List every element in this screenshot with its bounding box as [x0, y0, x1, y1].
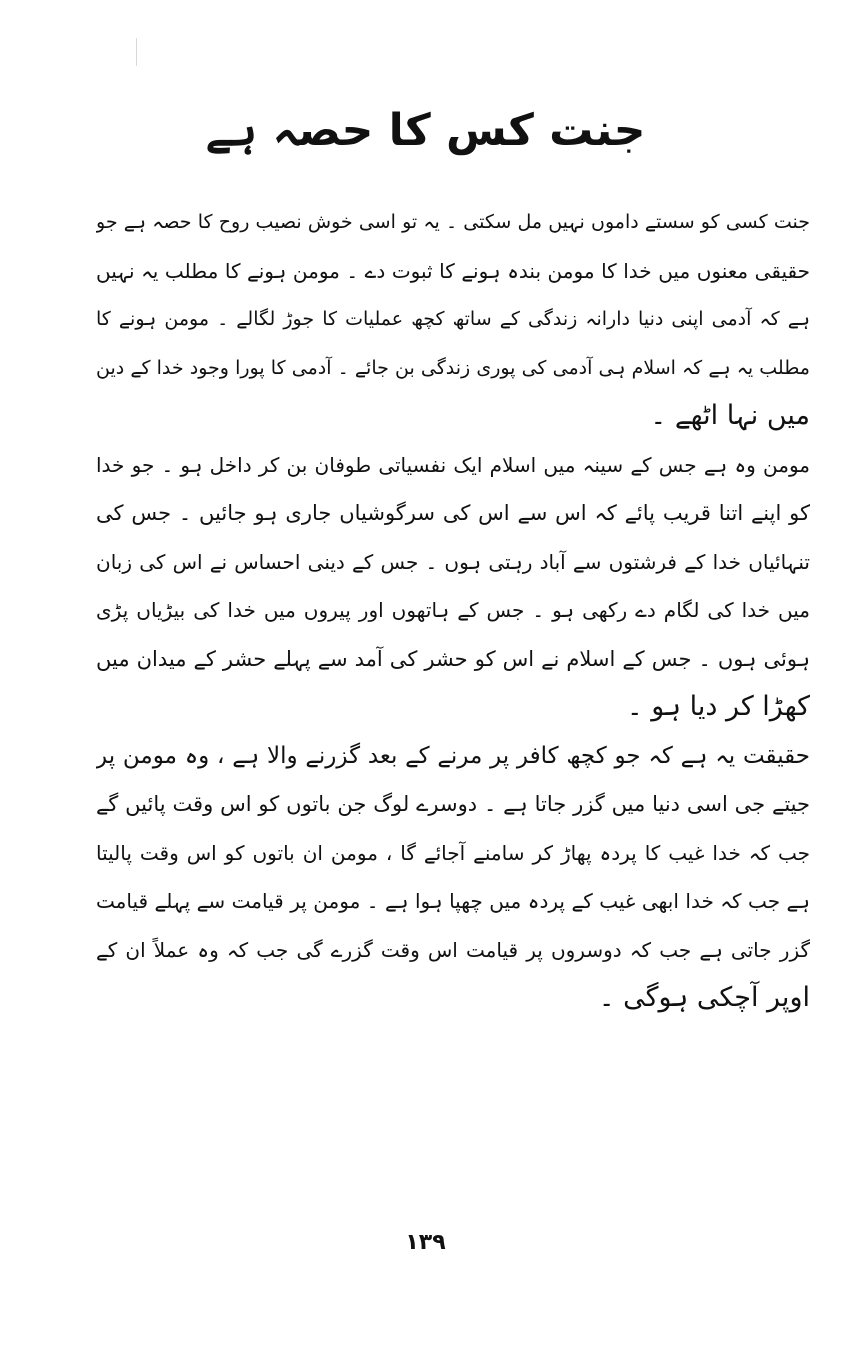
text-line: حقیقی معنوں میں خدا کا مومن بندہ ہونے کا ثبوت دے ۔ مومن ہونے کا مطلب یہ نہیں [96, 258, 810, 283]
text-line: حقیقت یہ ہے کہ جو کچھ کافر پر مرنے کے بعد گزرنے والا ہے ، وہ مومن پر [96, 742, 810, 769]
scan-margin-mark [136, 38, 137, 66]
paragraph [96, 732, 810, 1023]
text-line: گزر جاتی ہے جب کہ دوسروں پر قیامت اس وقت گزرے گی جب کہ وہ عملاً ان کے [96, 937, 810, 962]
text-line: ہوئی ہوں ۔ جس کے اسلام نے اس کو حشر کی آمد سے پہلے حشر کے میدان میں [96, 646, 810, 671]
text-line: ہے کہ آدمی اپنی دنیا دارانہ زندگی کے ساتھ کچھ عملیات کا جوڑ لگالے ۔ مومن ہونے کا [96, 308, 810, 330]
page-number: ۱۳۹ [405, 1230, 446, 1255]
text-line: ہے جب کہ خدا ابھی غیب کے پردہ میں چھپا ہوا ہے ۔ مومن پر قیامت سے پہلے قیامت [96, 889, 810, 913]
chapter-title: جنت کس کا حصہ ہے [205, 105, 646, 156]
text-line: جیتے جی اسی دنیا میں گزر جاتا ہے ۔ دوسرے لوگ جن باتوں کو اس وقت پائیں گے [96, 792, 810, 816]
text-line: اوپر آچکی ہوگی ۔ [598, 982, 810, 1013]
paragraph [96, 441, 810, 732]
text-line: کو اپنے اتنا قریب پائے کہ اس سے اس کی سرگوشیاں جاری ہو جائیں ۔ جس کی [96, 501, 810, 525]
text-line: تنہائیاں خدا کے فرشتوں سے آباد رہتی ہوں ۔ جس کے دینی احساس نے اس کی زبان [96, 549, 810, 574]
text-line: مطلب یہ ہے کہ اسلام ہی آدمی کی پوری زندگی بن جائے ۔ آدمی کا پورا وجود خدا کے دین [96, 356, 810, 379]
text-line: مومن وہ ہے جس کے سینہ میں اسلام ایک نفسیاتی طوفان بن کر داخل ہو ۔ جو خدا [96, 452, 810, 477]
text-line: میں خدا کی لگام دے رکھی ہو ۔ جس کے ہاتھوں اور پیروں میں خدا کی بیڑیاں پڑی [96, 598, 810, 622]
text-line: کھڑا کر دیا ہو ۔ [626, 691, 810, 722]
paragraph [96, 198, 810, 441]
text-line: جب کہ خدا غیب کا پردہ پھاڑ کر سامنے آجائے گا ، مومن ان باتوں کو اس وقت پالیتا [96, 840, 810, 865]
body-text [96, 198, 810, 1023]
text-line: جنت کسی کو سستے داموں نہیں مل سکتی ۔ یہ تو اسی خوش نصیب روح کا حصہ ہے جو [96, 211, 810, 233]
text-line: میں نہا اٹھے ۔ [650, 400, 810, 431]
